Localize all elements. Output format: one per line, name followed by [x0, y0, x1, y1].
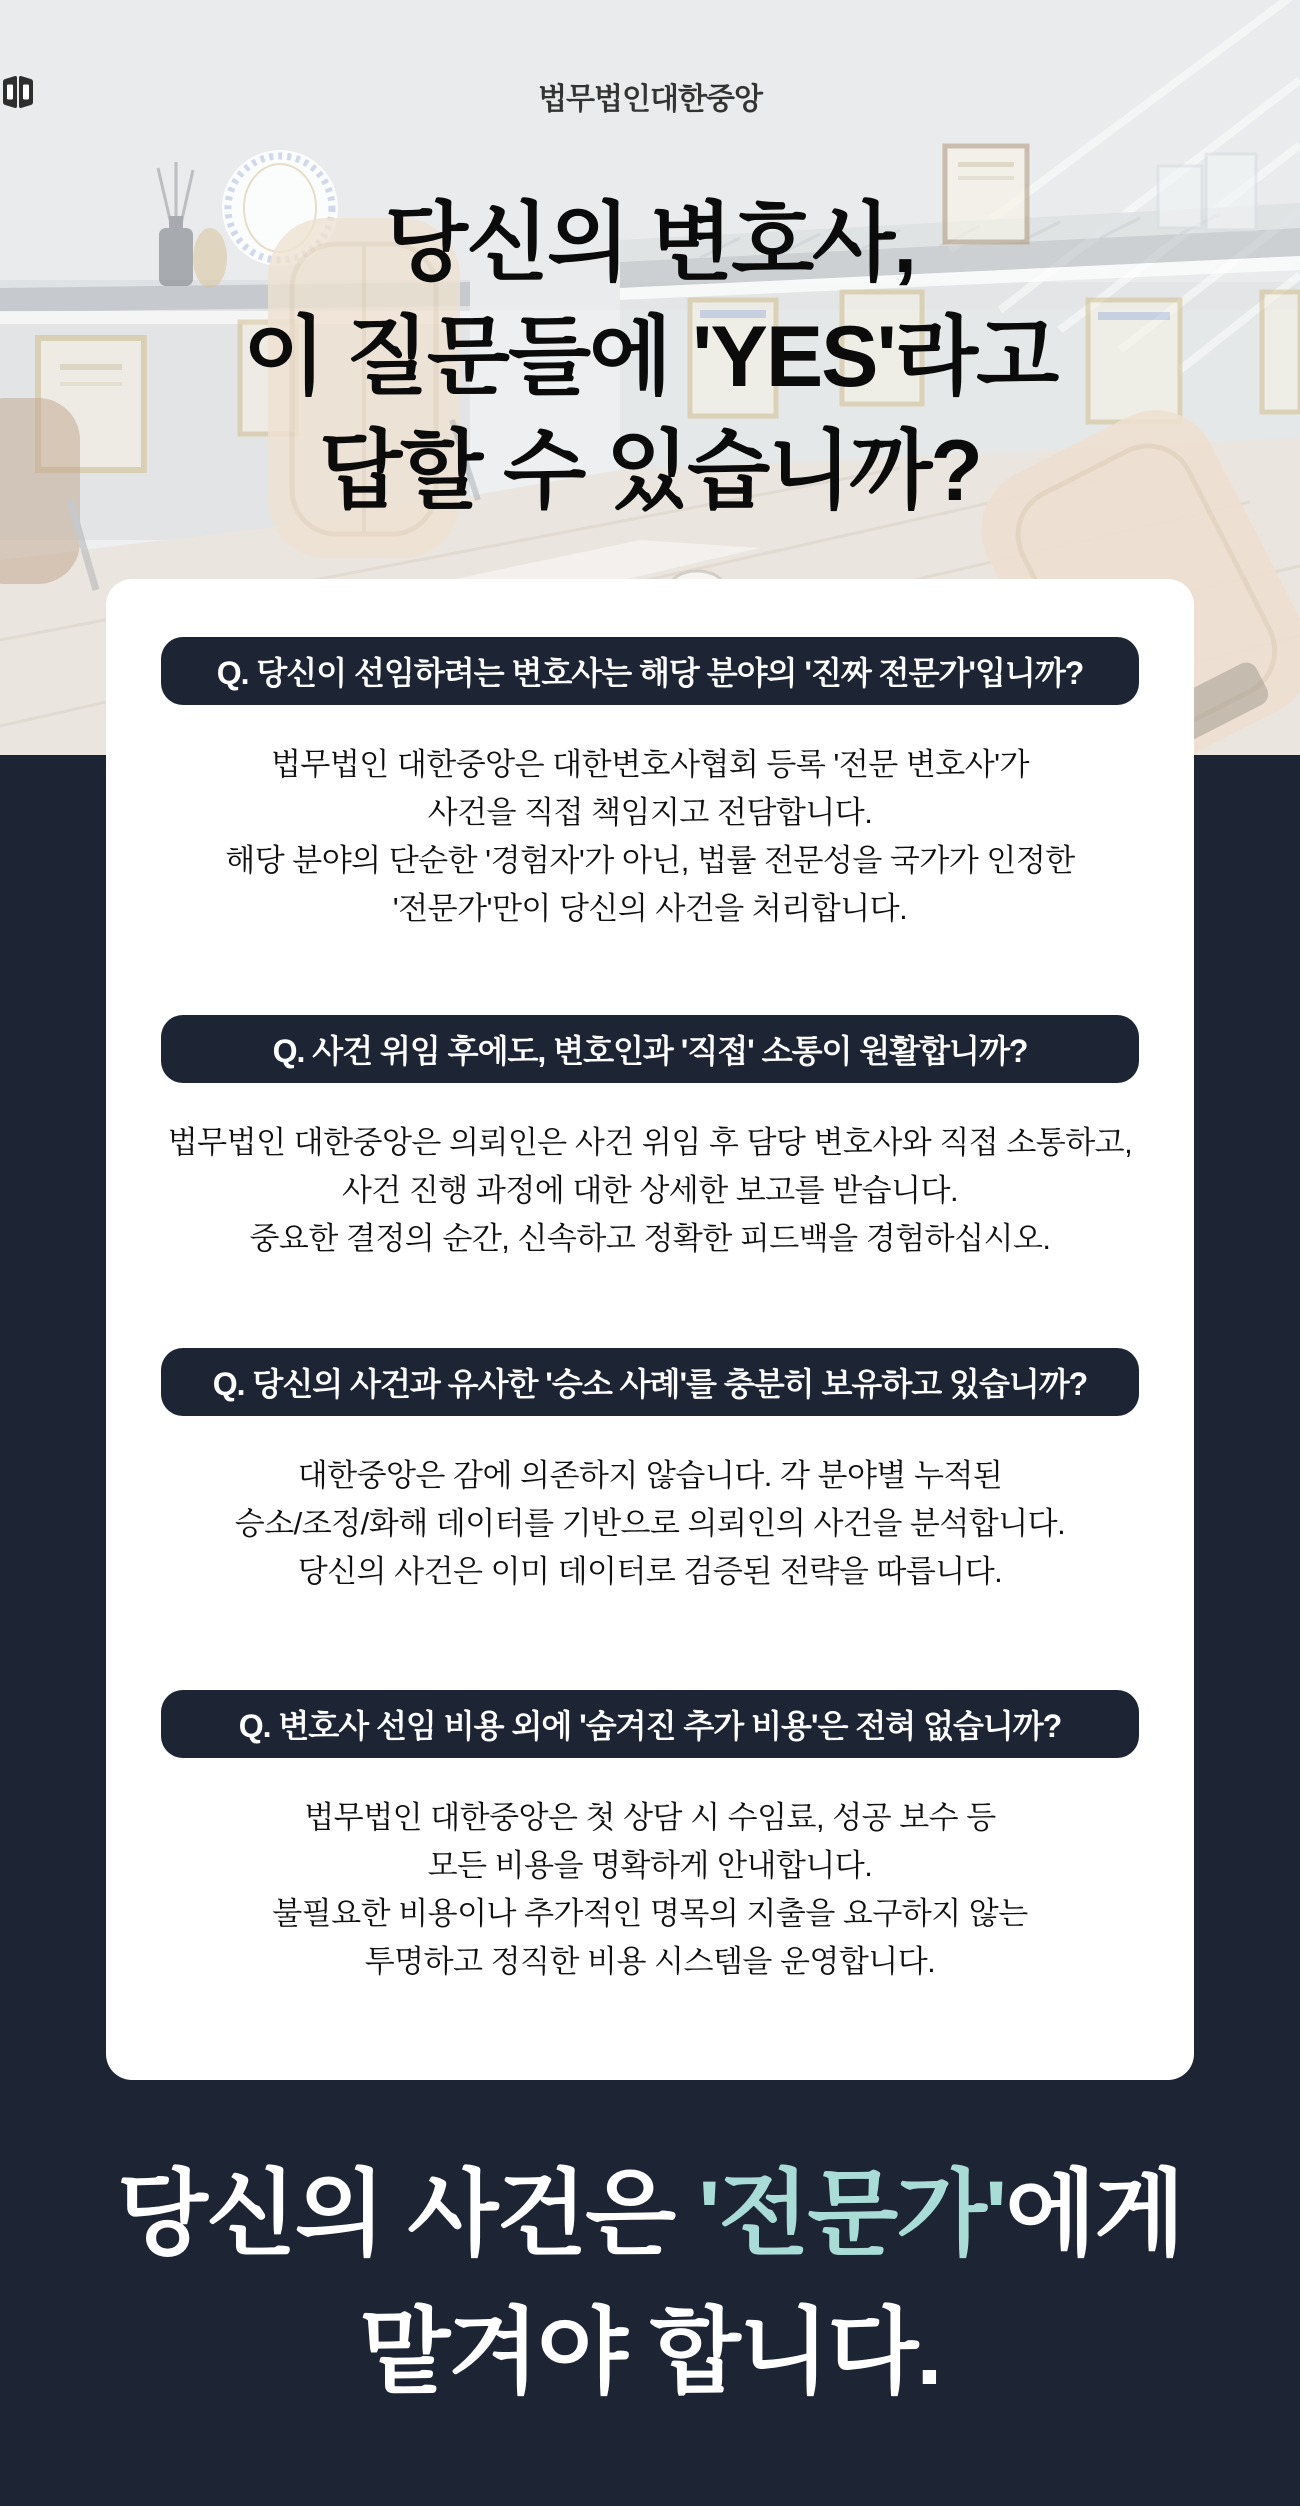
qa-question-3: Q. 당신의 사건과 유사한 '승소 사례'를 충분히 보유하고 있습니까?	[161, 1348, 1139, 1416]
qa-card	[106, 579, 1194, 2080]
qa-answer-4: 법무법인 대한중앙은 첫 상담 시 수임료, 성공 보수 등 모든 비용을 명확하게 안내합니다. 불필요한 비용이나 추가적인 명목의 지출을 요구하지 않는 투명하고 정직한 비용 시스템을 운영합니다.	[272, 1800, 1028, 1979]
qa-block-4	[106, 1596, 1194, 1986]
qa-block-2	[106, 933, 1194, 1263]
brand-name: 법무법인대한중앙	[538, 83, 762, 116]
qa-answer-1: 법무법인 대한중앙은 대한변호사협회 등록 '전문 변호사'가 사건을 직접 책임지고 전담합니다. 해당 분야의 단순한 '경험자'가 아닌, 법률 전문성을 국가가 인정한 '전문가'만이 당신의 사건을 처리합니다.	[225, 747, 1075, 926]
qa-block-1	[106, 579, 1194, 933]
qa-answer-3: 대한중앙은 감에 의존하지 않습니다. 각 분야별 누적된 승소/조정/화해 데이터를 기반으로 의뢰인의 사건을 분석합니다. 당신의 사건은 이미 데이터로 검증된 전략을 따릅니다.	[234, 1458, 1066, 1589]
hero-headline-line1: 당신의 변호사,	[384, 195, 916, 291]
hero-headline-line3: 답할 수 있습니까?	[319, 423, 981, 519]
qa-question-2: Q. 사건 위임 후에도, 변호인과 '직접' 소통이 원활합니까?	[161, 1015, 1139, 1083]
qa-answer-2: 법무법인 대한중앙은 의뢰인은 사건 위임 후 담당 변호사와 직접 소통하고, 사건 진행 과정에 대한 상세한 보고를 받습니다. 중요한 결정의 순간, 신속하고 정확한 피드백을 경험하십시오.	[167, 1125, 1133, 1256]
hero-headline-line2: 이 질문들에 'YES'라고	[242, 309, 1058, 405]
footer-headline	[0, 2145, 1300, 2421]
brand-logo	[0, 74, 1300, 118]
qa-question-1: Q. 당신이 선임하려는 변호사는 해당 분야의 '진짜 전문가'입니까?	[161, 637, 1139, 705]
hero-headline	[0, 186, 1300, 528]
qa-block-3	[106, 1263, 1194, 1596]
footer-headline-line1: 당신의 사건은 '전문가'에게	[117, 2161, 1183, 2266]
footer-headline-line2: 맡겨야 합니다.	[359, 2299, 941, 2404]
open-book-logo-icon	[0, 74, 36, 110]
expert-highlight: '전문가'	[698, 2161, 1006, 2266]
qa-question-4: Q. 변호사 선임 비용 외에 '숨겨진 추가 비용'은 전혀 없습니까?	[161, 1690, 1139, 1758]
